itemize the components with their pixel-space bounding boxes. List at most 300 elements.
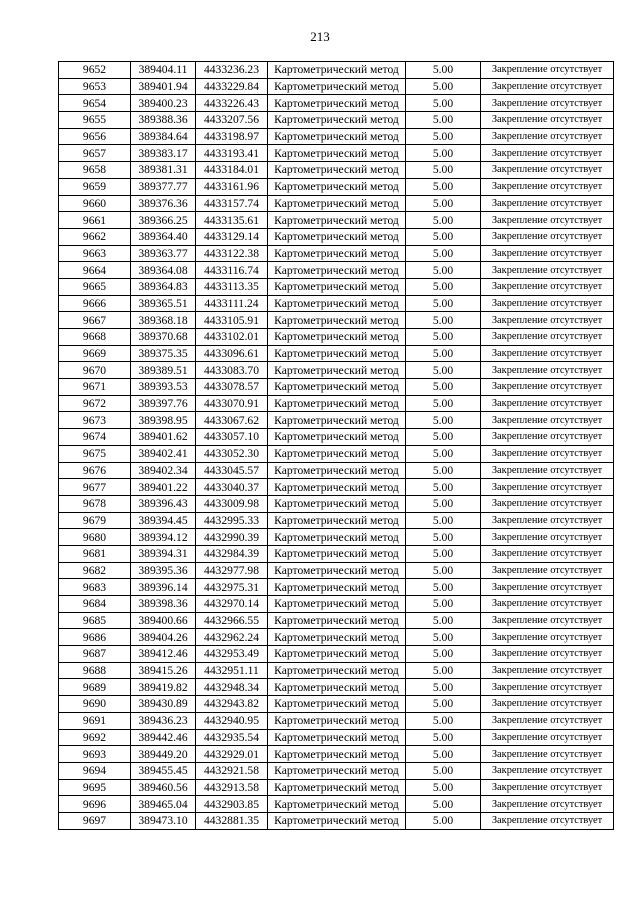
error-cell: 5.00 xyxy=(406,712,481,729)
point-number-cell: 9672 xyxy=(59,395,131,412)
fixing-cell: Закрепление отсутствует xyxy=(481,646,614,663)
method-cell: Картометрический метод xyxy=(268,612,406,629)
method-cell: Картометрический метод xyxy=(268,762,406,779)
method-cell: Картометрический метод xyxy=(268,646,406,663)
error-cell: 5.00 xyxy=(406,145,481,162)
x-coordinate-cell: 389384.64 xyxy=(131,128,196,145)
method-cell: Картометрический метод xyxy=(268,545,406,562)
error-cell: 5.00 xyxy=(406,228,481,245)
x-coordinate-cell: 389364.40 xyxy=(131,228,196,245)
table-row xyxy=(59,562,614,579)
error-cell: 5.00 xyxy=(406,329,481,346)
point-number-cell: 9682 xyxy=(59,562,131,579)
x-coordinate-cell: 389400.23 xyxy=(131,95,196,112)
x-coordinate-cell: 389460.56 xyxy=(131,779,196,796)
error-cell: 5.00 xyxy=(406,312,481,329)
fixing-cell: Закрепление отсутствует xyxy=(481,112,614,129)
method-cell: Картометрический метод xyxy=(268,62,406,79)
point-number-cell: 9679 xyxy=(59,512,131,529)
x-coordinate-cell: 389381.31 xyxy=(131,162,196,179)
method-cell: Картометрический метод xyxy=(268,329,406,346)
error-cell: 5.00 xyxy=(406,379,481,396)
error-cell: 5.00 xyxy=(406,262,481,279)
method-cell: Картометрический метод xyxy=(268,579,406,596)
point-number-cell: 9678 xyxy=(59,495,131,512)
table-row xyxy=(59,545,614,562)
fixing-cell: Закрепление отсутствует xyxy=(481,462,614,479)
error-cell: 5.00 xyxy=(406,128,481,145)
method-cell: Картометрический метод xyxy=(268,429,406,446)
point-number-cell: 9658 xyxy=(59,162,131,179)
fixing-cell: Закрепление отсутствует xyxy=(481,712,614,729)
y-coordinate-cell: 4433083.70 xyxy=(196,362,268,379)
fixing-cell: Закрепление отсутствует xyxy=(481,262,614,279)
fixing-cell: Закрепление отсутствует xyxy=(481,128,614,145)
point-number-cell: 9680 xyxy=(59,529,131,546)
error-cell: 5.00 xyxy=(406,562,481,579)
table-row xyxy=(59,646,614,663)
fixing-cell: Закрепление отсутствует xyxy=(481,596,614,613)
method-cell: Картометрический метод xyxy=(268,195,406,212)
method-cell: Картометрический метод xyxy=(268,796,406,813)
table-row xyxy=(59,412,614,429)
y-coordinate-cell: 4433198.97 xyxy=(196,128,268,145)
error-cell: 5.00 xyxy=(406,429,481,446)
point-number-cell: 9668 xyxy=(59,329,131,346)
error-cell: 5.00 xyxy=(406,596,481,613)
point-number-cell: 9687 xyxy=(59,646,131,663)
method-cell: Картометрический метод xyxy=(268,145,406,162)
y-coordinate-cell: 4433135.61 xyxy=(196,212,268,229)
method-cell: Картометрический метод xyxy=(268,445,406,462)
table-row xyxy=(59,145,614,162)
y-coordinate-cell: 4432990.39 xyxy=(196,529,268,546)
table-row xyxy=(59,729,614,746)
error-cell: 5.00 xyxy=(406,412,481,429)
y-coordinate-cell: 4433157.74 xyxy=(196,195,268,212)
table-row xyxy=(59,479,614,496)
table-row xyxy=(59,95,614,112)
error-cell: 5.00 xyxy=(406,345,481,362)
x-coordinate-cell: 389449.20 xyxy=(131,746,196,763)
fixing-cell: Закрепление отсутствует xyxy=(481,145,614,162)
point-number-cell: 9674 xyxy=(59,429,131,446)
x-coordinate-cell: 389455.45 xyxy=(131,762,196,779)
error-cell: 5.00 xyxy=(406,278,481,295)
method-cell: Картометрический метод xyxy=(268,462,406,479)
table-row xyxy=(59,312,614,329)
fixing-cell: Закрепление отсутствует xyxy=(481,62,614,79)
fixing-cell: Закрепление отсутствует xyxy=(481,379,614,396)
fixing-cell: Закрепление отсутствует xyxy=(481,796,614,813)
y-coordinate-cell: 4433102.01 xyxy=(196,329,268,346)
error-cell: 5.00 xyxy=(406,729,481,746)
point-number-cell: 9677 xyxy=(59,479,131,496)
point-number-cell: 9661 xyxy=(59,212,131,229)
y-coordinate-cell: 4432943.82 xyxy=(196,696,268,713)
fixing-cell: Закрепление отсутствует xyxy=(481,278,614,295)
method-cell: Картометрический метод xyxy=(268,479,406,496)
fixing-cell: Закрепление отсутствует xyxy=(481,529,614,546)
method-cell: Картометрический метод xyxy=(268,395,406,412)
y-coordinate-cell: 4432948.34 xyxy=(196,679,268,696)
fixing-cell: Закрепление отсутствует xyxy=(481,95,614,112)
y-coordinate-cell: 4433229.84 xyxy=(196,78,268,95)
point-number-cell: 9673 xyxy=(59,412,131,429)
y-coordinate-cell: 4433105.91 xyxy=(196,312,268,329)
point-number-cell: 9662 xyxy=(59,228,131,245)
x-coordinate-cell: 389394.45 xyxy=(131,512,196,529)
table-body xyxy=(59,62,614,830)
point-number-cell: 9684 xyxy=(59,596,131,613)
method-cell: Картометрический метод xyxy=(268,162,406,179)
error-cell: 5.00 xyxy=(406,762,481,779)
table-row xyxy=(59,612,614,629)
error-cell: 5.00 xyxy=(406,512,481,529)
x-coordinate-cell: 389364.08 xyxy=(131,262,196,279)
x-coordinate-cell: 389442.46 xyxy=(131,729,196,746)
method-cell: Картометрический метод xyxy=(268,262,406,279)
method-cell: Картометрический метод xyxy=(268,228,406,245)
error-cell: 5.00 xyxy=(406,112,481,129)
x-coordinate-cell: 389398.36 xyxy=(131,596,196,613)
point-number-cell: 9690 xyxy=(59,696,131,713)
method-cell: Картометрический метод xyxy=(268,95,406,112)
point-number-cell: 9663 xyxy=(59,245,131,262)
x-coordinate-cell: 389404.11 xyxy=(131,62,196,79)
method-cell: Картометрический метод xyxy=(268,512,406,529)
page-number: 213 xyxy=(310,29,330,44)
x-coordinate-cell: 389400.66 xyxy=(131,612,196,629)
fixing-cell: Закрепление отсутствует xyxy=(481,762,614,779)
point-number-cell: 9657 xyxy=(59,145,131,162)
fixing-cell: Закрепление отсутствует xyxy=(481,362,614,379)
y-coordinate-cell: 4432984.39 xyxy=(196,545,268,562)
table-row xyxy=(59,212,614,229)
method-cell: Картометрический метод xyxy=(268,812,406,829)
error-cell: 5.00 xyxy=(406,445,481,462)
method-cell: Картометрический метод xyxy=(268,662,406,679)
method-cell: Картометрический метод xyxy=(268,278,406,295)
table-row xyxy=(59,278,614,295)
x-coordinate-cell: 389401.22 xyxy=(131,479,196,496)
x-coordinate-cell: 389394.12 xyxy=(131,529,196,546)
point-number-cell: 9670 xyxy=(59,362,131,379)
y-coordinate-cell: 4433184.01 xyxy=(196,162,268,179)
error-cell: 5.00 xyxy=(406,178,481,195)
error-cell: 5.00 xyxy=(406,679,481,696)
method-cell: Картометрический метод xyxy=(268,112,406,129)
y-coordinate-cell: 4433040.37 xyxy=(196,479,268,496)
y-coordinate-cell: 4432935.54 xyxy=(196,729,268,746)
y-coordinate-cell: 4433161.96 xyxy=(196,178,268,195)
table-row xyxy=(59,162,614,179)
error-cell: 5.00 xyxy=(406,545,481,562)
y-coordinate-cell: 4433096.61 xyxy=(196,345,268,362)
table-row xyxy=(59,679,614,696)
x-coordinate-cell: 389370.68 xyxy=(131,329,196,346)
fixing-cell: Закрепление отсутствует xyxy=(481,228,614,245)
x-coordinate-cell: 389389.51 xyxy=(131,362,196,379)
method-cell: Картометрический метод xyxy=(268,729,406,746)
y-coordinate-cell: 4432929.01 xyxy=(196,746,268,763)
x-coordinate-cell: 389402.41 xyxy=(131,445,196,462)
table-row xyxy=(59,379,614,396)
fixing-cell: Закрепление отсутствует xyxy=(481,512,614,529)
y-coordinate-cell: 4432977.98 xyxy=(196,562,268,579)
point-number-cell: 9659 xyxy=(59,178,131,195)
y-coordinate-cell: 4433070.91 xyxy=(196,395,268,412)
x-coordinate-cell: 389473.10 xyxy=(131,812,196,829)
table-row xyxy=(59,345,614,362)
point-number-cell: 9676 xyxy=(59,462,131,479)
y-coordinate-cell: 4433057.10 xyxy=(196,429,268,446)
point-number-cell: 9660 xyxy=(59,195,131,212)
fixing-cell: Закрепление отсутствует xyxy=(481,746,614,763)
error-cell: 5.00 xyxy=(406,479,481,496)
fixing-cell: Закрепление отсутствует xyxy=(481,345,614,362)
table-row xyxy=(59,245,614,262)
x-coordinate-cell: 389375.35 xyxy=(131,345,196,362)
x-coordinate-cell: 389401.62 xyxy=(131,429,196,446)
error-cell: 5.00 xyxy=(406,245,481,262)
y-coordinate-cell: 4432970.14 xyxy=(196,596,268,613)
point-number-cell: 9688 xyxy=(59,662,131,679)
method-cell: Картометрический метод xyxy=(268,78,406,95)
y-coordinate-cell: 4432881.35 xyxy=(196,812,268,829)
table-row xyxy=(59,195,614,212)
table-row xyxy=(59,712,614,729)
x-coordinate-cell: 389436.23 xyxy=(131,712,196,729)
x-coordinate-cell: 389398.95 xyxy=(131,412,196,429)
method-cell: Картометрический метод xyxy=(268,712,406,729)
fixing-cell: Закрепление отсутствует xyxy=(481,812,614,829)
method-cell: Картометрический метод xyxy=(268,679,406,696)
table-row xyxy=(59,462,614,479)
table-row xyxy=(59,329,614,346)
method-cell: Картометрический метод xyxy=(268,245,406,262)
error-cell: 5.00 xyxy=(406,746,481,763)
y-coordinate-cell: 4433052.30 xyxy=(196,445,268,462)
error-cell: 5.00 xyxy=(406,579,481,596)
method-cell: Картометрический метод xyxy=(268,312,406,329)
x-coordinate-cell: 389404.26 xyxy=(131,629,196,646)
x-coordinate-cell: 389395.36 xyxy=(131,562,196,579)
table-row xyxy=(59,596,614,613)
x-coordinate-cell: 389394.31 xyxy=(131,545,196,562)
table-row xyxy=(59,62,614,79)
method-cell: Картометрический метод xyxy=(268,696,406,713)
fixing-cell: Закрепление отсутствует xyxy=(481,312,614,329)
fixing-cell: Закрепление отсутствует xyxy=(481,429,614,446)
error-cell: 5.00 xyxy=(406,529,481,546)
point-number-cell: 9691 xyxy=(59,712,131,729)
y-coordinate-cell: 4433207.56 xyxy=(196,112,268,129)
fixing-cell: Закрепление отсутствует xyxy=(481,162,614,179)
table-row xyxy=(59,662,614,679)
x-coordinate-cell: 389376.36 xyxy=(131,195,196,212)
table-row xyxy=(59,579,614,596)
error-cell: 5.00 xyxy=(406,495,481,512)
x-coordinate-cell: 389397.76 xyxy=(131,395,196,412)
y-coordinate-cell: 4432903.85 xyxy=(196,796,268,813)
method-cell: Картометрический метод xyxy=(268,379,406,396)
error-cell: 5.00 xyxy=(406,796,481,813)
method-cell: Картометрический метод xyxy=(268,596,406,613)
point-number-cell: 9667 xyxy=(59,312,131,329)
point-number-cell: 9655 xyxy=(59,112,131,129)
y-coordinate-cell: 4432921.58 xyxy=(196,762,268,779)
x-coordinate-cell: 389419.82 xyxy=(131,679,196,696)
y-coordinate-cell: 4432951.11 xyxy=(196,662,268,679)
table-row xyxy=(59,529,614,546)
y-coordinate-cell: 4433193.41 xyxy=(196,145,268,162)
x-coordinate-cell: 389383.17 xyxy=(131,145,196,162)
fixing-cell: Закрепление отсутствует xyxy=(481,779,614,796)
table-row xyxy=(59,362,614,379)
method-cell: Картометрический метод xyxy=(268,412,406,429)
error-cell: 5.00 xyxy=(406,612,481,629)
y-coordinate-cell: 4432953.49 xyxy=(196,646,268,663)
table-row xyxy=(59,495,614,512)
fixing-cell: Закрепление отсутствует xyxy=(481,295,614,312)
table-row xyxy=(59,696,614,713)
point-number-cell: 9656 xyxy=(59,128,131,145)
error-cell: 5.00 xyxy=(406,78,481,95)
y-coordinate-cell: 4432913.58 xyxy=(196,779,268,796)
point-number-cell: 9689 xyxy=(59,679,131,696)
table-row xyxy=(59,78,614,95)
fixing-cell: Закрепление отсутствует xyxy=(481,329,614,346)
x-coordinate-cell: 389402.34 xyxy=(131,462,196,479)
x-coordinate-cell: 389363.77 xyxy=(131,245,196,262)
point-number-cell: 9693 xyxy=(59,746,131,763)
error-cell: 5.00 xyxy=(406,95,481,112)
x-coordinate-cell: 389465.04 xyxy=(131,796,196,813)
method-cell: Картометрический метод xyxy=(268,629,406,646)
method-cell: Картометрический метод xyxy=(268,295,406,312)
x-coordinate-cell: 389415.26 xyxy=(131,662,196,679)
point-number-cell: 9664 xyxy=(59,262,131,279)
fixing-cell: Закрепление отсутствует xyxy=(481,212,614,229)
fixing-cell: Закрепление отсутствует xyxy=(481,479,614,496)
error-cell: 5.00 xyxy=(406,629,481,646)
x-coordinate-cell: 389377.77 xyxy=(131,178,196,195)
method-cell: Картометрический метод xyxy=(268,562,406,579)
table-row xyxy=(59,445,614,462)
method-cell: Картометрический метод xyxy=(268,345,406,362)
x-coordinate-cell: 389401.94 xyxy=(131,78,196,95)
x-coordinate-cell: 389393.53 xyxy=(131,379,196,396)
table-row xyxy=(59,779,614,796)
fixing-cell: Закрепление отсутствует xyxy=(481,395,614,412)
point-number-cell: 9652 xyxy=(59,62,131,79)
x-coordinate-cell: 389364.83 xyxy=(131,278,196,295)
y-coordinate-cell: 4433009.98 xyxy=(196,495,268,512)
y-coordinate-cell: 4433113.35 xyxy=(196,278,268,295)
table-row xyxy=(59,228,614,245)
method-cell: Картометрический метод xyxy=(268,128,406,145)
table-row xyxy=(59,395,614,412)
y-coordinate-cell: 4433129.14 xyxy=(196,228,268,245)
point-number-cell: 9665 xyxy=(59,278,131,295)
table-row xyxy=(59,112,614,129)
point-number-cell: 9669 xyxy=(59,345,131,362)
method-cell: Картометрический метод xyxy=(268,212,406,229)
fixing-cell: Закрепление отсутствует xyxy=(481,178,614,195)
table-row xyxy=(59,128,614,145)
y-coordinate-cell: 4432940.95 xyxy=(196,712,268,729)
point-number-cell: 9675 xyxy=(59,445,131,462)
point-number-cell: 9681 xyxy=(59,545,131,562)
method-cell: Картометрический метод xyxy=(268,178,406,195)
method-cell: Картометрический метод xyxy=(268,495,406,512)
fixing-cell: Закрепление отсутствует xyxy=(481,78,614,95)
table-row xyxy=(59,512,614,529)
point-number-cell: 9654 xyxy=(59,95,131,112)
error-cell: 5.00 xyxy=(406,212,481,229)
table-row xyxy=(59,812,614,829)
error-cell: 5.00 xyxy=(406,462,481,479)
fixing-cell: Закрепление отсутствует xyxy=(481,562,614,579)
y-coordinate-cell: 4433122.38 xyxy=(196,245,268,262)
fixing-cell: Закрепление отсутствует xyxy=(481,679,614,696)
x-coordinate-cell: 389366.25 xyxy=(131,212,196,229)
x-coordinate-cell: 389396.14 xyxy=(131,579,196,596)
y-coordinate-cell: 4432962.24 xyxy=(196,629,268,646)
fixing-cell: Закрепление отсутствует xyxy=(481,195,614,212)
coordinates-table xyxy=(58,61,614,830)
x-coordinate-cell: 389365.51 xyxy=(131,295,196,312)
y-coordinate-cell: 4433226.43 xyxy=(196,95,268,112)
error-cell: 5.00 xyxy=(406,162,481,179)
fixing-cell: Закрепление отсутствует xyxy=(481,412,614,429)
y-coordinate-cell: 4433111.24 xyxy=(196,295,268,312)
error-cell: 5.00 xyxy=(406,662,481,679)
method-cell: Картометрический метод xyxy=(268,746,406,763)
error-cell: 5.00 xyxy=(406,646,481,663)
point-number-cell: 9653 xyxy=(59,78,131,95)
error-cell: 5.00 xyxy=(406,195,481,212)
fixing-cell: Закрепление отсутствует xyxy=(481,629,614,646)
y-coordinate-cell: 4433078.57 xyxy=(196,379,268,396)
fixing-cell: Закрепление отсутствует xyxy=(481,579,614,596)
x-coordinate-cell: 389430.89 xyxy=(131,696,196,713)
error-cell: 5.00 xyxy=(406,362,481,379)
table-row xyxy=(59,429,614,446)
point-number-cell: 9685 xyxy=(59,612,131,629)
table-row xyxy=(59,746,614,763)
fixing-cell: Закрепление отсутствует xyxy=(481,612,614,629)
method-cell: Картометрический метод xyxy=(268,779,406,796)
table-row xyxy=(59,178,614,195)
table-row xyxy=(59,295,614,312)
point-number-cell: 9686 xyxy=(59,629,131,646)
table-row xyxy=(59,762,614,779)
error-cell: 5.00 xyxy=(406,295,481,312)
table-row xyxy=(59,629,614,646)
method-cell: Картометрический метод xyxy=(268,362,406,379)
y-coordinate-cell: 4432995.33 xyxy=(196,512,268,529)
point-number-cell: 9695 xyxy=(59,779,131,796)
point-number-cell: 9692 xyxy=(59,729,131,746)
y-coordinate-cell: 4433067.62 xyxy=(196,412,268,429)
point-number-cell: 9694 xyxy=(59,762,131,779)
error-cell: 5.00 xyxy=(406,62,481,79)
fixing-cell: Закрепление отсутствует xyxy=(481,495,614,512)
point-number-cell: 9683 xyxy=(59,579,131,596)
x-coordinate-cell: 389412.46 xyxy=(131,646,196,663)
